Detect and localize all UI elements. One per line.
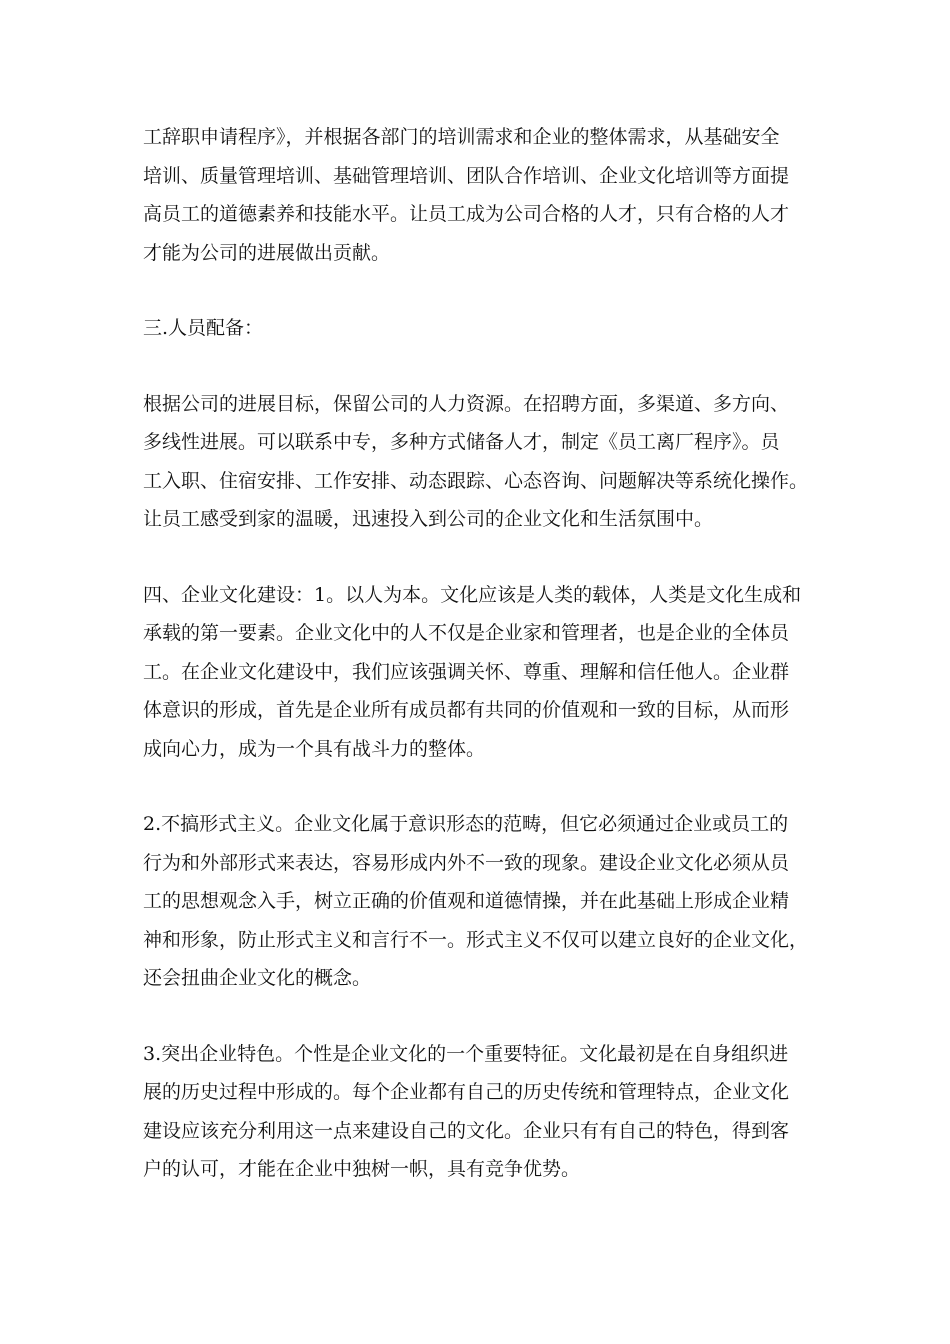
text-line: 体意识的形成，首先是企业所有成员都有共同的价值观和一致的目标，从而形 bbox=[143, 699, 790, 721]
text-line: 承载的第一要素。企业文化中的人不仅是企业家和管理者，也是企业的全体员 bbox=[143, 622, 790, 644]
paragraph bbox=[143, 576, 813, 769]
text-line: 工辞职申请程序》，并根据各部门的培训需求和企业的整体需求，从基础安全 bbox=[143, 126, 780, 148]
text-line: 神和形象，防止形式主义和言行不一。形式主义不仅可以建立良好的企业文化， bbox=[143, 928, 809, 951]
paragraph bbox=[143, 118, 813, 272]
text-line: 展的历史过程中形成的。每个企业都有自己的历史传统和管理特点，企业文化 bbox=[143, 1081, 790, 1103]
text-line: 建设应该充分利用这一点来建设自己的文化。企业只有有自己的特色，得到客 bbox=[143, 1119, 790, 1142]
text-line: 户的认可，才能在企业中独树一帜，具有竞争优势。 bbox=[143, 1158, 581, 1180]
text-line: 工。在企业文化建设中，我们应该强调关怀、尊重、理解和信任他人。企业群 bbox=[143, 660, 790, 683]
text-line: 工入职、住宿安排、工作安排、动态跟踪、心态咨询、问题解决等系统化操作。 bbox=[143, 469, 809, 492]
paragraph bbox=[143, 309, 813, 348]
text-line: 四、企业文化建设：1。以人为本。文化应该是人类的载体，人类是文化生成和 bbox=[143, 583, 802, 606]
text-line: 还会扭曲企业文化的概念。 bbox=[143, 967, 372, 989]
paragraph bbox=[143, 385, 813, 539]
text-line: 培训、质量管理培训、基础管理培训、团队合作培训、企业文化培训等方面提 bbox=[143, 164, 790, 187]
text-line: 2.不搞形式主义。企业文化属于意识形态的范畴，但它必须通过企业或员工的 bbox=[143, 813, 789, 835]
text-line: 三.人员配备： bbox=[143, 317, 264, 339]
text-line: 才能为公司的进展做出贡献。 bbox=[143, 241, 391, 264]
text-line: 3.突出企业特色。个性是企业文化的一个重要特征。文化最初是在自身组织进 bbox=[143, 1042, 789, 1065]
document-body bbox=[143, 118, 813, 1226]
text-line: 成向心力，成为一个具有战斗力的整体。 bbox=[143, 737, 486, 760]
paragraph bbox=[143, 805, 813, 998]
text-line: 让员工感受到家的温暖，迅速投入到公司的企业文化和生活氛围中。 bbox=[143, 508, 714, 530]
text-line: 根据公司的进展目标，保留公司的人力资源。在招聘方面，多渠道、多方向、 bbox=[143, 392, 790, 415]
text-line: 高员工的道德素养和技能水平。让员工成为公司合格的人才，只有合格的人才 bbox=[143, 203, 790, 225]
text-line: 多线性进展。可以联系中专，多种方式储备人才，制定《员工离厂程序》。员 bbox=[143, 431, 780, 453]
text-line: 行为和外部形式来表达，容易形成内外不一致的现象。建设企业文化必须从员 bbox=[143, 851, 790, 874]
paragraph bbox=[143, 1035, 813, 1189]
text-line: 工的思想观念入手，树立正确的价值观和道德情操，并在此基础上形成企业精 bbox=[143, 890, 790, 912]
